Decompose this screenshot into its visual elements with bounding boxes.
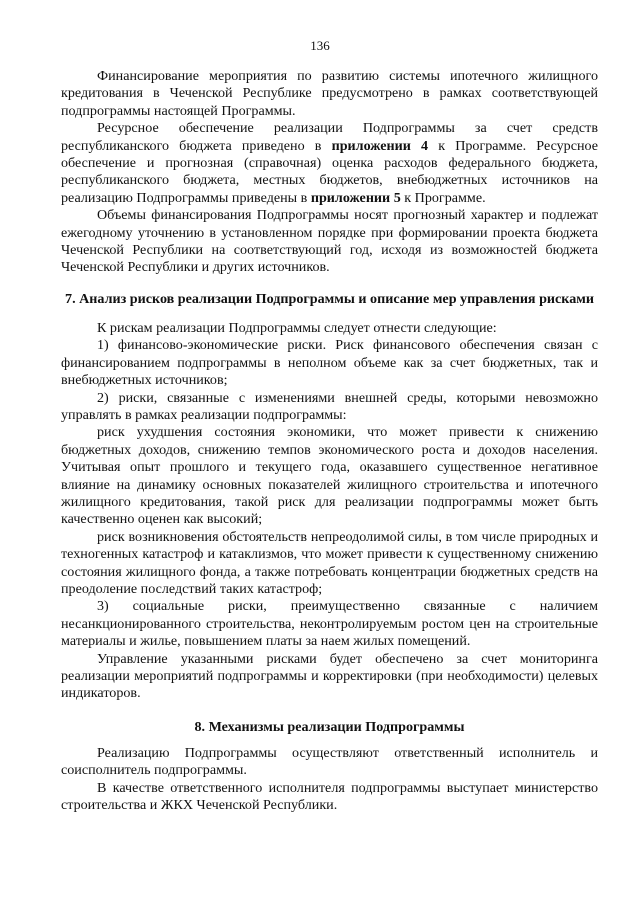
paragraph: 1) финансово-экономические риски. Риск финансового обеспечения связан с финансированием подпрограммы в неполном объеме как за счет бюджетных, так и внебюджетных источников;	[61, 337, 598, 389]
paragraph: риск возникновения обстоятельств непреодолимой силы, в том числе природных и техногенных катастроф и катаклизмов, что может привести к существенному снижению состояния жилищного фонда, а также потребовать концентрации бюджетных средств на преодоление последствий таких катастроф;	[61, 528, 598, 597]
section-heading: 7. Анализ рисков реализации Подпрограммы и описание мер управления рисками	[65, 290, 594, 307]
paragraph-text: Объемы финансирования Подпрограммы носят прогнозный характер и подлежат ежегодному уточнению в установленном порядке при формировании проекта бюджета Чеченской Республики на соответствующий год, исходя из возможностей бюджета Чеченской Республики и других источников.	[61, 207, 598, 276]
paragraph-text: к Программе. Ресурсное обеспечение и прогнозная (справочная) оценка расходов федерального бюджета, республиканского бюджета, местных бюджетов, внебюджетных источников на реализацию Подпрограммы приведены в	[61, 137, 598, 206]
appendix-reference: приложении 4	[331, 137, 429, 154]
paragraph: К рискам реализации Подпрограммы следует отнести следующие:	[97, 319, 497, 336]
paragraph: 3) социальные риски, преимущественно связанные с наличием несанкционированного строительства, неконтролируемым ростом цен на строительные материалы и жилье, повышением платы за наем жилых помещений.	[61, 598, 598, 650]
paragraph	[61, 120, 598, 207]
paragraph: риск ухудшения состояния экономики, что может привести к снижению бюджетных доходов, снижению темпов экономического роста и доходов населения. Учитывая опыт прошлого и текущего года, оказавшего существенное негативное влияние на динамику основных показателей жилищного строительства и ипотечного жилищного кредитования, такой риск для реализации подпрограммы может быть качественно оценен как высокий;	[61, 424, 598, 528]
page-number: 136	[310, 38, 330, 53]
paragraph: Управление указанными рисками будет обеспечено за счет мониторинга реализации мероприятий подпрограммы и корректировки (при необходимости) целевых индикаторов.	[61, 650, 598, 702]
paragraph-text: к Программе.	[400, 189, 486, 206]
paragraph: 2) риски, связанные с изменениями внешней среды, которыми невозможно управлять в рамках реализации подпрограммы:	[61, 389, 598, 423]
paragraph: Реализацию Подпрограммы осуществляют ответственный исполнитель и соисполнитель подпрограммы.	[61, 744, 598, 779]
section-heading: 8. Механизмы реализации Подпрограммы	[194, 718, 465, 735]
paragraph	[61, 207, 598, 277]
paragraph-text: Финансирование мероприятия по развитию системы ипотечного жилищного кредитования в Чеченской Республике предусмотрено в рамках соответствующей подпрограммы настоящей Программы.	[61, 68, 598, 119]
appendix-reference: приложении 5	[310, 189, 401, 206]
document-body	[61, 68, 598, 814]
paragraph	[61, 68, 598, 120]
paragraph: В качестве ответственного исполнителя подпрограммы выступает министерство строительства и ЖКХ Чеченской Республики.	[61, 779, 598, 814]
paragraph-text: Ресурсное обеспечение реализации Подпрограммы за счет средств республиканского бюджета приведено в	[61, 120, 598, 154]
